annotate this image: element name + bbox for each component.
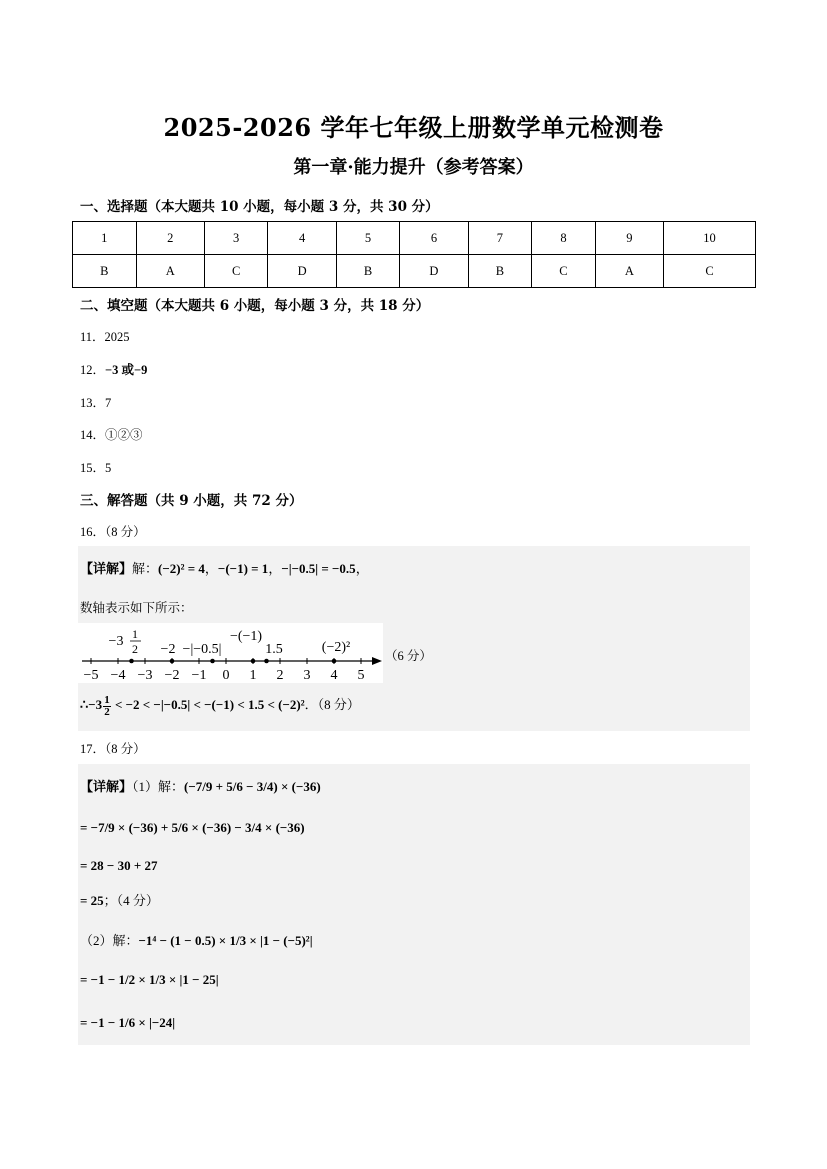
order-prefix: ∴−3 [80,697,103,712]
answer-cell: D [268,255,336,288]
tick-label: 5 [357,668,365,683]
answer-cell: B [73,255,137,288]
answer-cell: C [532,255,596,288]
q16-eq1: (−2)² = 4 [158,561,205,576]
answer-table-answer-row [73,255,756,288]
tick-label: −1 [191,668,207,683]
tick-label: −3 [137,668,153,683]
answer-cell: C [204,255,268,288]
q17-p1-line4 [80,890,159,909]
question-number-cell: 8 [532,222,596,255]
question-number-cell: 4 [268,222,336,255]
q17-p2-line1 [80,930,313,949]
number-line-point [251,659,256,664]
point-label-neg-neg-1: −(−1) [229,629,263,644]
fill-item-15 [80,458,111,476]
document-title: 2025-2026 学年七年级上册数学单元检测卷 [163,113,664,142]
number-line-point [264,659,269,664]
q17-solution-box [78,764,750,1045]
fill-item-14 [80,425,143,443]
arrow-right-icon [372,657,382,665]
order-fraction [103,695,111,718]
q17-p1-line1 [80,776,321,795]
number-line-figure [78,623,383,683]
separator: ， [268,561,282,576]
tick-label: 1 [249,668,257,683]
item-answer: ①②③ [105,428,143,442]
section1-heading: 一、选择题（本大题共 10 小题，每小题 3 分，共 30 分） [80,199,439,215]
q16-line1 [80,558,369,577]
question-number-cell: 2 [136,222,204,255]
q17-p2-expr: −1⁴ − (1 − 0.5) × 1/3 × |1 − (−5)²| [138,933,313,948]
q17-p2-step: = −1 − 1/6 × |−24| [80,1015,176,1030]
tick-label: 2 [276,668,284,683]
q17-p1-label: （1）解： [132,779,185,794]
point-label-abs: −|−0.5| [182,642,222,657]
item-number: 15． [80,461,106,475]
number-line-point [170,659,175,664]
fraction-denominator: 2 [104,705,110,718]
q17-header: 17．（8 分） [80,742,146,756]
q16-tag: 【详解】 [80,561,133,576]
order-rest: < −2 < −|−0.5| < −(−1) < 1.5 < (−2)² [111,697,305,712]
point-label-neg-3-half-int: −3 [108,634,124,649]
q16-eq3: −|−0.5| = −0.5 [281,561,356,576]
fill-item-13 [80,393,111,411]
q16-jie: 解： [132,561,159,576]
point-label-sq: (−2)² [321,640,351,655]
question-number-cell: 5 [336,222,400,255]
q17-p2-label: （2）解： [80,933,139,948]
question-number-cell: 9 [595,222,663,255]
item-number: 12． [80,363,106,377]
numberline-score: （6 分） [385,649,432,663]
tick-label: 3 [303,668,311,683]
item-number: 13． [80,396,106,410]
tick-label: −4 [110,668,126,683]
q16-eq2: −(−1) = 1 [217,561,269,576]
question-number-cell: 3 [204,222,268,255]
q17-tag: 【详解】 [80,779,133,794]
question-number-cell: 6 [400,222,468,255]
order-score: ．（8 分） [304,697,360,712]
q17-p1-line3 [80,858,157,874]
tick-label: 0 [222,668,230,683]
number-line-point [129,659,134,664]
answer-table [72,221,756,288]
q17-p1-score: ；（4 分） [103,893,159,908]
answer-cell: B [336,255,400,288]
item-number: 11． [80,330,105,344]
point-label-neg-3-half-den: 2 [132,642,138,656]
q17-p1-step: = −7/9 × (−36) + 5/6 × (−36) − 3/4 × (−36) [80,820,305,835]
numberline-caption: 数轴表示如下所示： [80,601,193,615]
separator: ， [355,561,369,576]
question-number-cell: 1 [73,222,137,255]
item-answer: 2025 [104,330,130,344]
q17-p1-result: = 25 [80,893,104,908]
number-line-svg [78,623,383,683]
number-line-point [332,659,337,664]
question-number-cell: 7 [468,222,532,255]
number-line-point [210,659,215,664]
q16-header: 16．（8 分） [80,525,146,539]
q17-p2-line3 [80,1015,175,1031]
tick-label: −5 [83,668,99,683]
item-answer: 5 [105,461,112,475]
item-answer: −3 或−9 [105,363,148,377]
answer-cell: C [664,255,756,288]
q17-p2-line2 [80,972,219,988]
question-number-cell: 10 [664,222,756,255]
q17-p1-line2 [80,820,305,836]
q16-order-line [80,694,360,718]
separator: ， [204,561,218,576]
point-label-1-5: 1.5 [265,642,283,657]
section2-heading: 二、填空题（本大题共 6 小题，每小题 3 分，共 18 分） [80,298,430,314]
item-answer: 7 [105,396,112,410]
item-number: 14． [80,428,106,442]
section3-heading: 三、解答题（共 9 小题，共 72 分） [80,493,303,509]
answer-cell: B [468,255,532,288]
point-label-neg-3-half-num: 1 [132,627,138,641]
q17-p1-expr: (−7/9 + 5/6 − 3/4) × (−36) [184,779,321,794]
tick-label: 4 [330,668,338,683]
fill-item-12 [80,360,147,378]
answer-cell: D [400,255,468,288]
point-label-neg-2: −2 [160,642,176,657]
fraction-numerator: 1 [104,693,110,706]
tick-label: −2 [164,668,180,683]
document-subtitle: 第一章·能力提升（参考答案） [293,157,534,178]
fill-item-11 [80,327,130,345]
answer-cell: A [595,255,663,288]
q17-p1-step: = 28 − 30 + 27 [80,858,158,873]
q17-p2-step: = −1 − 1/2 × 1/3 × |1 − 25| [80,972,219,987]
answer-table-number-row [73,222,756,255]
answer-cell: A [136,255,204,288]
